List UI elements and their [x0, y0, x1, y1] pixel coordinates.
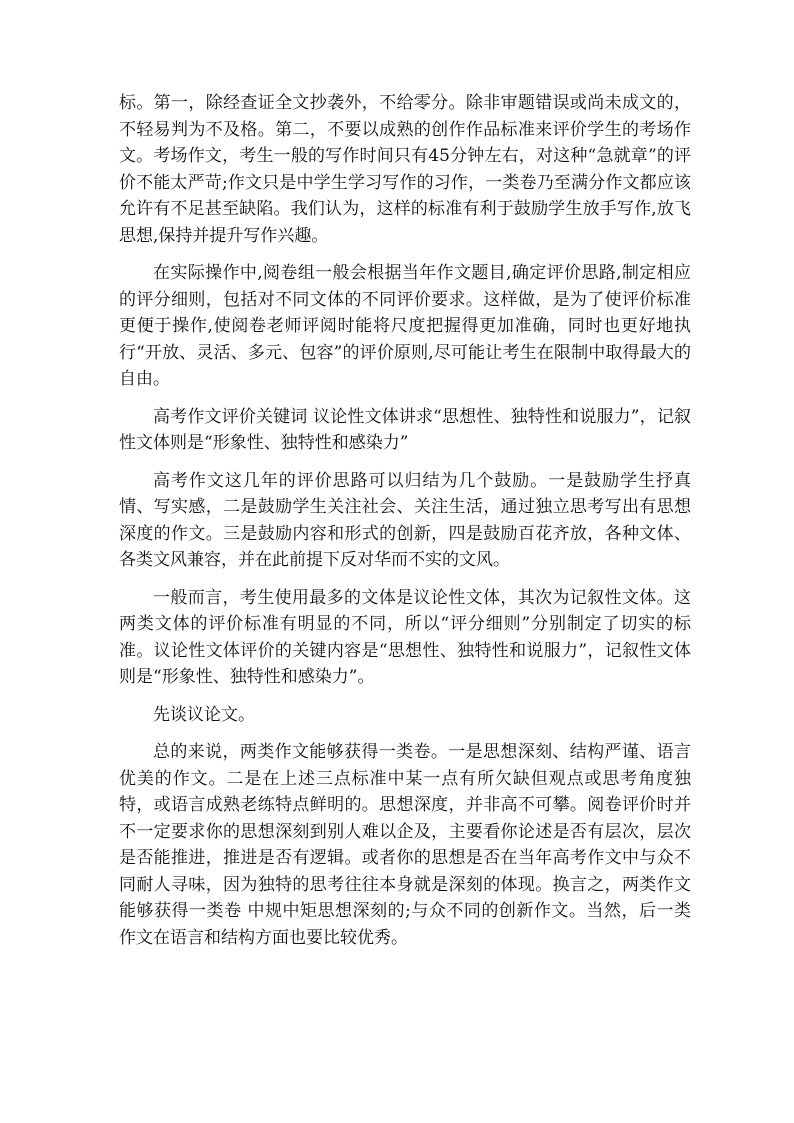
paragraph-heading: 先谈议论文。 — [153, 704, 255, 725]
paragraph-keywords: 高考作文评价关键词 议论性文体讲求“思想性、独特性和说服力”，记叙性文体则是“形象性、独特性和感染力” — [119, 406, 691, 453]
paragraph: 高考作文这几年的评价思路可以归结为几个鼓励。一是鼓励学生抒真情、写实感，二是鼓励学生关注社会、关注生活，通过独立思考写出有思想深度的作文。三是鼓励内容和形式的创新，四是鼓励百花齐放，各种文体、各类文风兼容，并在此前提下反对华而不实的文风。 — [119, 470, 691, 570]
paragraph: 标。第一，除经查证全文抄袭外，不给零分。除非审题错误或尚未成文的，不轻易判为不及格。第二，不要以成熟的创作作品标准来评价学生的考场作文。考场作文，考生一般的写作时间只有45分钟左右，对这种“急就章”的评价不能太严苛;作文只是中学生学习写作的习作，一类卷乃至满分作文都应该允许有不足甚至缺陷。我们认为，这样的标准有利于鼓励学生放手写作,放飞思想,保持并提升写作兴趣。 — [119, 93, 691, 246]
paragraph: 在实际操作中,阅卷组一般会根据当年作文题目,确定评价思路,制定相应的评分细则，包括对不同文体的不同评价要求。这样做，是为了使评价标准更便于操作,使阅卷老师评阅时能将尺度把握得更加准确，同时也更好地执行“开放、灵活、多元、包容”的评价原则,尽可能让考生在限制中取得最大的自由。 — [119, 263, 691, 389]
paragraph: 一般而言，考生使用最多的文体是议论性文体，其次为记叙性文体。这两类文体的评价标准有明显的不同，所以“评分细则”分别制定了切实的标准。议论性文体评价的关键内容是“思想性、独特性和说服力”，记叙性文体则是“形象性、独特性和感染力”。 — [119, 587, 691, 687]
document-page — [119, 90, 691, 962]
paragraph: 总的来说，两类作文能够获得一类卷。一是思想深刻、结构严谨、语言优美的作文。二是在上述三点标准中某一点有所欠缺但观点或思考角度独特，或语言成熟老练特点鲜明的。思想深度，并非高不可攀。阅卷评价时并不一定要求你的思想深刻到别人难以企及，主要看你论述是否有层次，层次是否能推进，推进是否有逻辑。或者你的思想是否在当年高考作文中与众不同耐人寻味，因为独特的思考往往本身就是深刻的体现。换言之，两类作文能够获得一类卷 中规中矩思想深刻的;与众不同的创新作文。当然，后一类作文在语言和结构方面也要比较优秀。 — [119, 742, 691, 948]
